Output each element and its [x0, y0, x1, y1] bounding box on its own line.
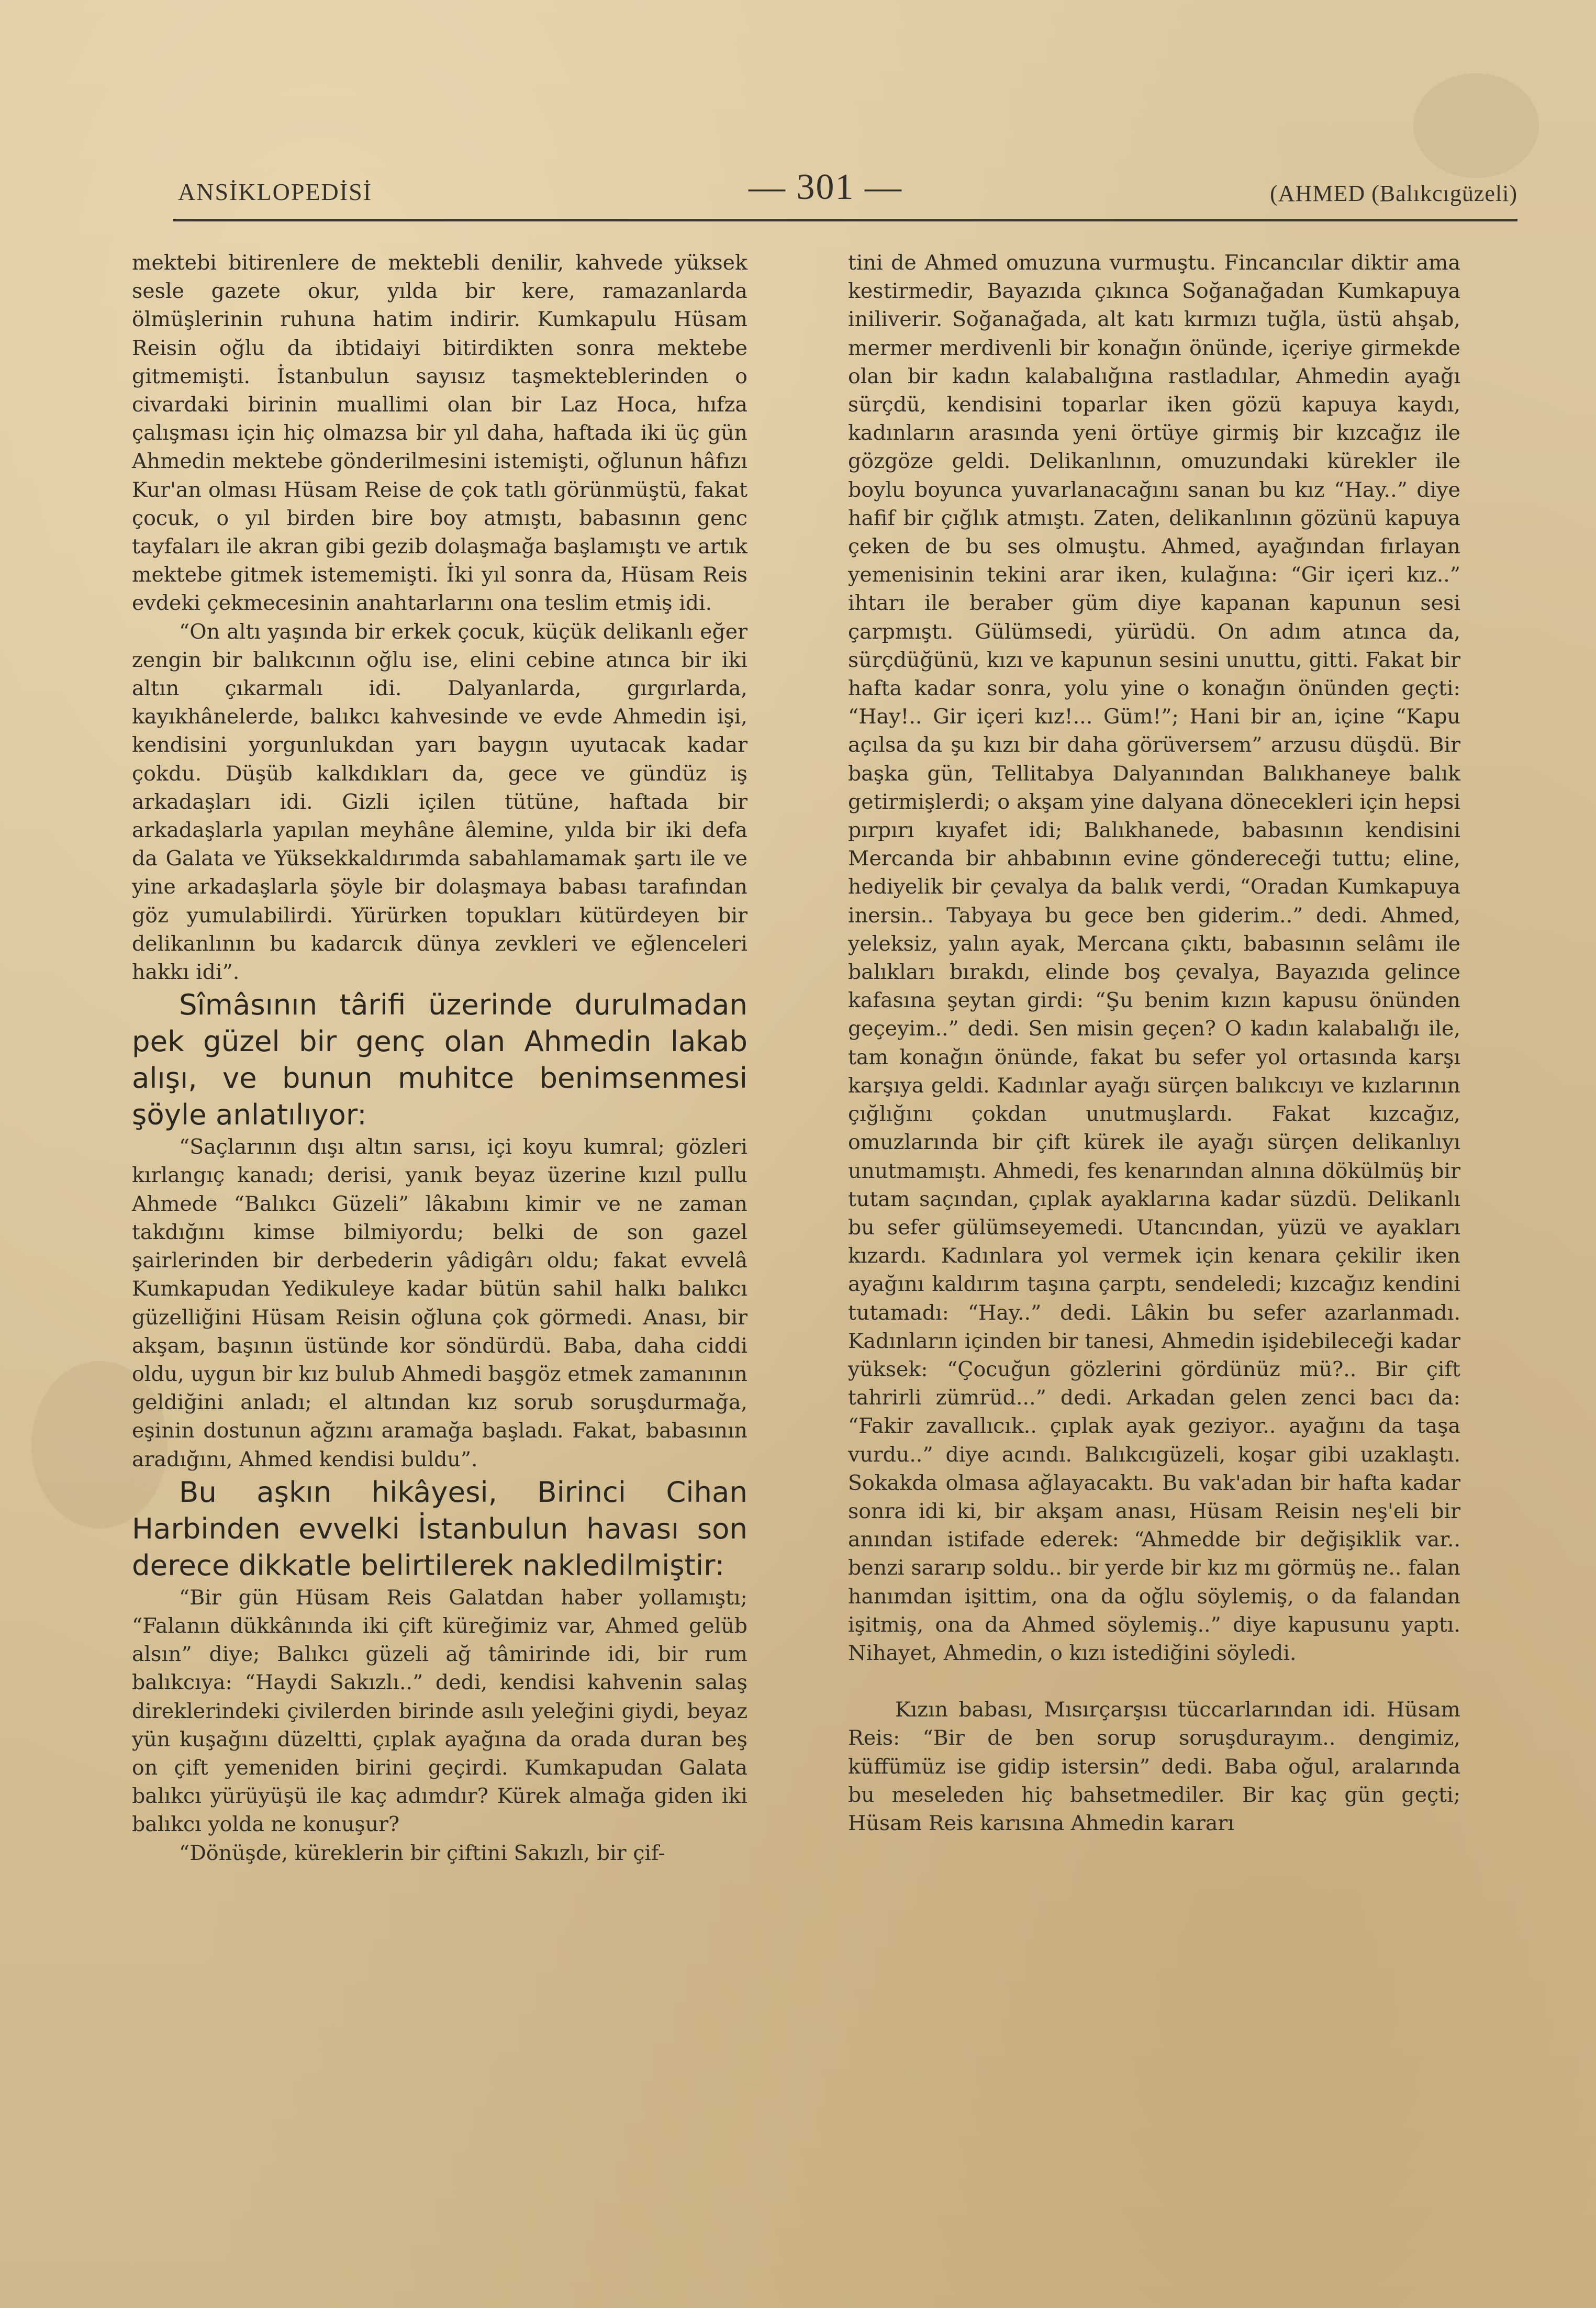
paragraph: tini de Ahmed omuzuna vurmuştu. Fincancılar diktir ama kestirmedir, Bayazıda çıkınca Soğanağadan Kumkapuya iniliverir. Soğanağada, alt katı kırmızı tuğla, üstü ahşab, mermer merdivenli bir konağın önünde, içeriye girmekde olan bir kadın kalabalığına rastladılar, Ahmedin ayağı sürçdü, kendisini toparlar iken gözü kapuya kaydı, kadınların arasında yeni örtüye girmiş bir kızcağız ile gözgöze geldi. Delikanlının, omuzundaki kürekler ile boylu boyunca yuvarlanacağını sanan bu kız “Hay..” diye hafif bir çığlık atmıştı. Zaten, delikanlının gözünü kapuya çeken de bu ses olmuştu. Ahmed, ayağından fırlayan yemenisinin tekini arar iken, kulağına: “Gir içeri kız..” ihtarı ile beraber güm diye kapanan kapunun sesi çarpmıştı. Gülümsedi, yürüdü. On adım atınca da, sürçdüğünü, kızı ve kapunun sesini unuttu, gitti. Fakat bir hafta kadar sonra, yolu yine o konağın önünden geçti: “Hay!.. Gir içeri kız!... Güm!”; Hani bir an, içine “Kapu açılsa da şu kızı bir daha görüversem” arzusu düşdü. Bir başka gün, Tellitabya Dalyanından Balıkhaneye balık getirmişlerdi; o akşam yine dalyana dönecekleri için hepsi pırpırı kıyafet idi; Balıkhanede, babasının kendisini Mercanda bir ahbabının evine göndereceği tuttu; eline, hediyelik bir çevalya da balık verdi, “Oradan Kumkapuya inersin.. Tabyaya bu gece ben giderim..” dedi. Ahmed, yeleksiz, yalın ayak, Mercana çıktı, babasının selâmı ile balıkları bırakdı, elinde boş çevalya, Bayazıda gelince kafasına şeytan girdi: “Şu benim kızın kapusu önünden geçeyim..” dedi. Sen misin geçen? O kadın kalabalığı ile, tam konağın önünde, fakat bu sefer yol ortasında karşı karşıya geldi. Kadınlar ayağı sürçen balıkcıyı ve kızlarının çığlığını çokdan unutmuşlardı. Fakat kızcağız, omuzlarında bir çift kürek ile ayağı sürçen delikanlıyı unutmamıştı. Ahmedi, fes kenarından alnına dökülmüş bir tutam saçından, çıplak ayaklarına kadar süzdü. Delikanlı bu sefer gülümseyemedi. Utancından, yüzü ve ayakları kızardı. Kadınlara yol vermek için kenara çekilir iken ayağını kaldırım taşına çarptı, sendeledi; kızcağız kendini tutamadı: “Hay..” dedi. Lâkin bu sefer azarlanmadı. Kadınların içinden bir tanesi, Ahmedin işidebileceği kadar yüksek: “Çocuğun gözlerini gördünüz mü?.. Bir çift tahrirli zümrüd...” dedi. Arkadan gelen zenci bacı da: “Fakir zavallıcık.. çıplak ayak geziyor.. ayağını da taşa vurdu..” diye acındı. Balıkcıgüzeli, koşar gibi uzaklaştı. Sokakda olmasa ağlayacaktı. Bu vak'adan bir hafta kadar sonra idi ki, bir akşam anası, Hüsam Reisin neş'eli bir anından istifade ederek: “Ahmedde bir değişiklik var.. benzi sararıp soldu.. bir yerde bir kız mı görmüş ne.. falan hanımdan işittim, ona da oğlu söylemiş, o da falandan işitmiş, ona da Ahmed söylemiş..” diye kapusunu yaptı. Nihayet, Ahmedin, o kızı istediğini söyledi. [848, 251, 1460, 1665]
paragraph: “Dönüşde, küreklerin bir çiftini Sakızlı, bir çif- [179, 1841, 665, 1865]
large-print-paragraph: Sîmâsının târifi üzerinde durulmadan pek güzel bir genç olan Ahmedin lakab alışı, ve bunun muhitce benimsenmesi şöyle anlatılıyor: [132, 988, 747, 1132]
paragraph: “Bir gün Hüsam Reis Galatdan haber yollamıştı; “Falanın dükkânında iki çift küreğimiz var, Ahmed gelüb alsın” diye; Balıkcı güzeli ağ tâmirinde idi, bir rum balıkcıya: “Haydi Sakızlı..” dedi, kendisi kahvenin salaş direklerindeki çivilerden birinde asılı yeleğini giydi, beyaz yün kuşağını düzeltti, çıplak ayağına da orada duran beş on çift yemeniden birini geçirdi. Kumkapudan Galata balıkcı yürüyüşü ile kaç adımdır? Kürek almağa giden iki balıkcı yolda ne konuşur? [132, 1585, 747, 1837]
large-print-paragraph: Bu aşkın hikâyesi, Birinci Cihan Harbinden evvelki İstanbulun havası son derece dikkatle belirtilerek nakledilmiştir: [132, 1475, 747, 1582]
paragraph: Kızın babası, Mısırçarşısı tüccarlarından idi. Hüsam Reis: “Bir de ben sorup soruşdurayım.. dengimiz, küffümüz ise gidip istersin” dedi. Baba oğul, aralarında bu meseleden hiç bahsetmediler. Bir kaç gün geçti; Hüsam Reis karısına Ahmedin kararı [848, 1698, 1460, 1835]
header-entry-title: (AHMED (Balıkcıgüzeli) [1270, 181, 1517, 206]
page-header [173, 166, 1517, 219]
paragraph: “Saçlarının dışı altın sarısı, içi koyu kumral; gözleri kırlangıç kanadı; derisi, yanık beyaz üzerine kızıl pullu Ahmede “Balıkcı Güzeli” lâkabını kimir ve ne zaman takdığını kimse bilmiyordu; belki de son gazel şairlerinden bir derbederin yâdigârı oldu; fakat evvelâ Kumkapudan Yedikuleye kadar bütün sahil halkı balıkcı güzelliğini Hüsam Reisin oğluna çok görmedi. Anası, bir akşam, başının üstünde kor söndürdü. Baba, daha ciddi oldu, uygun bir kız bulub Ahmedi başgöz etmek zamanının geldiğini anladı; el altından kız sorub soruşdurmağa, eşinin dostunun ağzını aramağa başladı. Fakat, babasının aradığını, Ahmed kendisi buldu”. [132, 1135, 747, 1471]
header-rule [173, 219, 1517, 221]
page-number: — 301 — [749, 167, 902, 207]
paper-stain [1413, 73, 1539, 178]
header-encyclopedia-title: ANSİKLOPEDİSİ [178, 179, 372, 205]
left-column [132, 249, 747, 1867]
paragraph: mektebi bitirenlere de mektebli denilir, kahvede yüksek sesle gazete okur, yılda bir kere, ramazanlarda ölmüşlerinin ruhuna hatim indirir. Kumkapulu Hüsam Reisin oğlu da ibtidaiyi bitirdikten sonra mektebe gitmemişti. İstanbulun sayısız taşmekteblerinden o civardaki birinin muallimi olan bir Laz Hoca, hıfza çalışması için hiç olmazsa bir yıl daha, haftada iki üç gün Ahmedin mektebe gönderilmesini istemişti, oğlunun hâfızı Kur'an olması Hüsam Reise de çok tatlı görünmüştü, fakat çocuk, o yıl birden bire boy atmıştı, babasının genc tayfaları ile akran gibi gezib dolaşmağa başlamıştı ve artık mektebe gitmek istememişti. İki yıl sonra da, Hüsam Reis evdeki çekmecesinin anahtarlarını ona teslim etmiş idi. [132, 251, 747, 616]
right-column [848, 249, 1460, 1837]
paragraph: “On altı yaşında bir erkek çocuk, küçük delikanlı eğer zengin bir balıkcının oğlu ise, elini cebine atınca bir iki altın çıkarmalı idi. Dalyanlarda, gırgırlarda, kayıkhânelerde, balıkcı kahvesinde ve evde Ahmedin işi, kendisini yorgunlukdan yarı baygın uyutacak kadar çokdu. Düşüb kalkdıkları da, gece ve gündüz iş arkadaşları idi. Gizli içilen tütüne, haftada bir arkadaşlarla yapılan meyhâne âlemine, yılda bir iki defa da Galata ve Yüksekkaldırımda sabahlamamak şartı ile ve yine arkadaşlarla şöyle bir dolaşmaya babası tarafından göz yumulabilirdi. Yürürken topukları kütürdeyen bir delikanlının bu kadarcık dünya zevkleri ve eğlenceleri hakkı idi”. [132, 619, 747, 985]
